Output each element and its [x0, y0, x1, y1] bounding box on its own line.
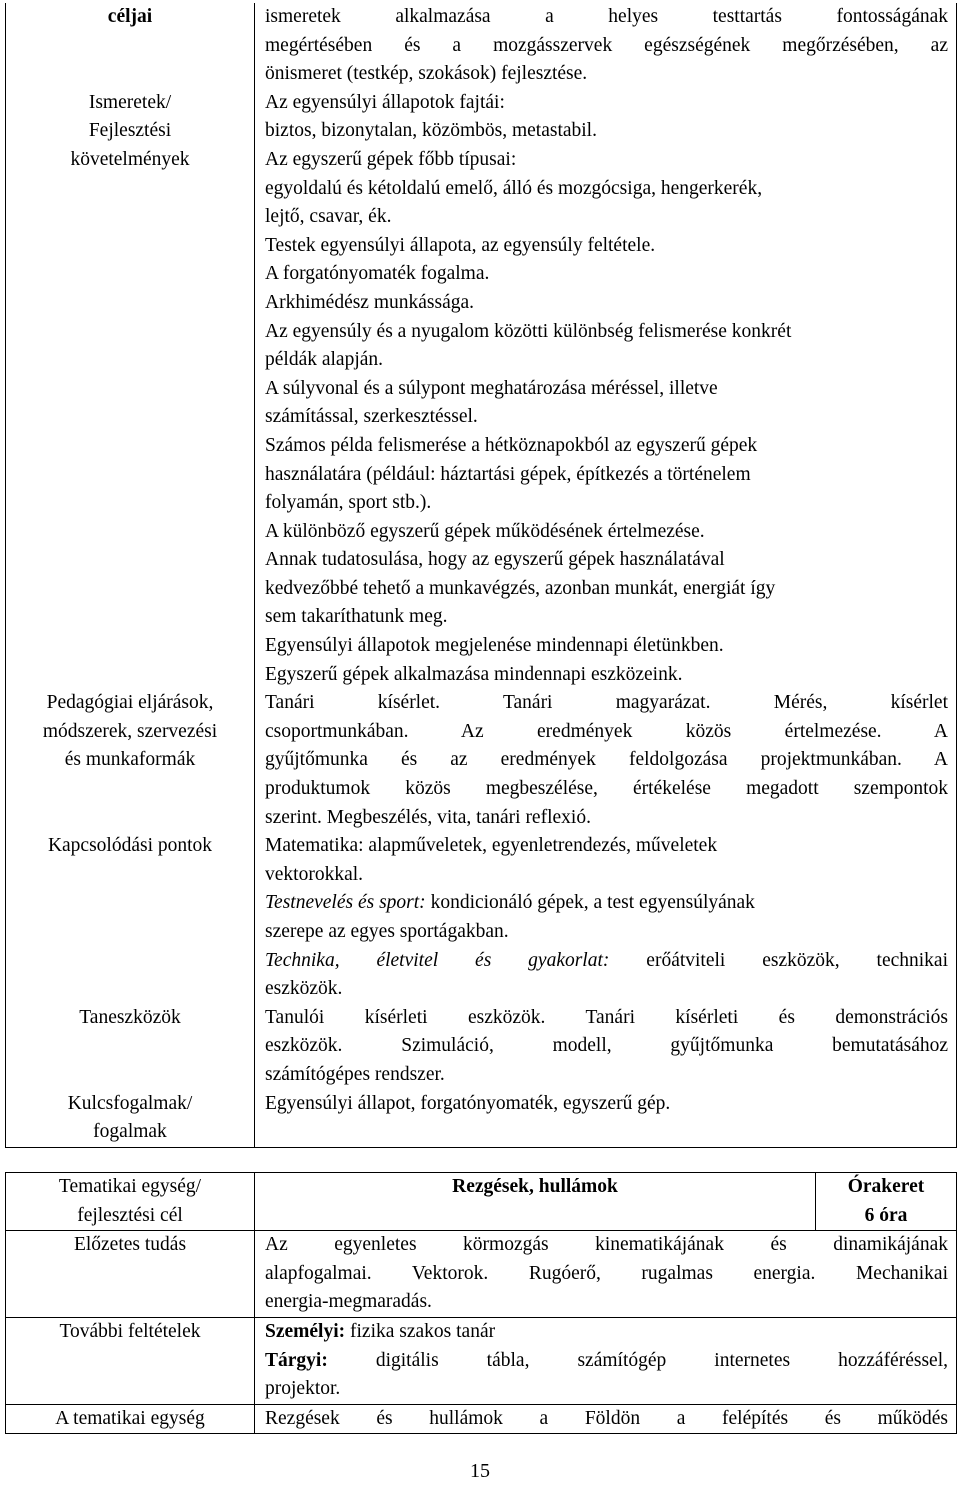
szemelyi-line: Személyi: fizika szakos tanár — [265, 1320, 496, 1342]
targyi-line: Tárgyi: digitális tábla, számítógép internetes hozzáféréssel, — [265, 1349, 948, 1371]
row-kapcsolodasi — [6, 832, 957, 1004]
label-taneszkozok: Taneszközök — [6, 1004, 255, 1090]
row-elozetes-tudas — [6, 1231, 957, 1318]
label-pedagogiai-eljarasok: Pedagógiai eljárások, módszerek, szervezési és munkaformák — [6, 689, 255, 832]
row-taneszkozok — [6, 1004, 957, 1090]
row-ismeretek — [6, 89, 957, 689]
page-number: 15 — [470, 1460, 490, 1482]
content-tovabbi-feltetelek: Személyi: fizika szakos tanár Tárgyi: digitális tábla, számítógép internetes hozzáféréssel, projektor. — [255, 1317, 957, 1404]
technika-line: Technika, életvitel és gyakorlat: erőátviteli eszközök, technikai — [265, 949, 948, 971]
row-tematikai-celok — [6, 1404, 957, 1434]
row-tovabbi-feltetelek — [6, 1317, 957, 1404]
label-kulcsfogalmak: Kulcsfogalmak/ fogalmak — [6, 1090, 255, 1148]
content-celjai: ismeretek alkalmazása a helyes testtartás fontosságának megértésében és a mozgásszervek egészségének megőrzésében, az önismeret (testkép, szokások) fejlesztése. — [255, 3, 957, 89]
content-elozetes-tudas: Az egyenletes körmozgás kinematikájának és dinamikájának alapfogalmai. Vektorok. Rugóerő, rugalmas energia. Mechanikai energia-megmaradás. — [255, 1231, 957, 1318]
content-tematikai-celok: Rezgések és hullámok a Földön a felépítés és működés — [255, 1404, 957, 1434]
curriculum-table-oscillations — [5, 1172, 957, 1434]
label-celjai: céljai — [6, 3, 255, 89]
label-a-tematikai-egyseg: A tematikai egység — [6, 1404, 255, 1434]
label-ismeretek-fejlesztesi-kovetelmenyek: Ismeretek/ Fejlesztési követelmények — [6, 89, 255, 689]
row-kulcsfogalmak — [6, 1090, 957, 1148]
label-tovabbi-feltetelek: További feltételek — [6, 1317, 255, 1404]
content-ismeretek: Az egyensúlyi állapotok fajtái: biztos, bizonytalan, közömbös, metastabil. Az egyszerű gépek főbb típusai: egyoldalú és kétoldalú emelő, álló és mozgócsiga, hengerkerék, lejtő, csavar, ék. Testek egyensúlyi állapota, az egyensúly feltétele. A forgatónyomaték fogalma. Arkhimédész munkássága. Az egyensúly és a nyugalom közötti különbség felismerése konkrét példák alapján. A súlyvonal és a súlypont meghatározása méréssel, illetve számítással, szerkesztéssel. Számos példa felismerése a hétköznapokból az egyszerű gépek használatára (például: háztartási gépek, építkezés a történelem folyamán, sport stb.). A különböző egyszerű gépek működésének értelmezése. Annak tudatosulása, hogy az egyszerű gépek használatával kedvezőbbé tehető a munkavégzés, azonban munkát, energiát így sem takaríthatunk meg. Egyensúlyi állapotok megjelenése mindennapi életünkben. Egyszerű gépek alkalmazása mindennapi eszközeink. — [255, 89, 957, 689]
row-tematikai-egyseg — [6, 1173, 957, 1231]
curriculum-table-equilibrium — [5, 3, 957, 1148]
testneveles-line: Testnevelés és sport: kondicionáló gépek, a test egyensúlyának — [265, 892, 755, 914]
content-taneszkozok: Tanulói kísérleti eszközök. Tanári kísérleti és demonstrációs eszközök. Szimuláció, modell, gyűjtőmunka bemutatásához számítógépes rendszer. — [255, 1004, 957, 1090]
row-pedagogiai — [6, 689, 957, 832]
row-celjai — [6, 3, 957, 89]
label-elozetes-tudas: Előzetes tudás — [6, 1231, 255, 1318]
content-kapcsolodasi: Matematika: alapműveletek, egyenletrendezés, műveletek vektorokkal. Testnevelés és sport: kondicionáló gépek, a test egyensúlyának szerepe az egyes sportágakban. Technika, életvitel és gyakorlat: erőátviteli eszközök, technikai eszközök. — [255, 832, 957, 1004]
label-tematikai-egyseg: Tematikai egység/ fejlesztési cél — [6, 1173, 255, 1231]
content-pedagogiai: Tanári kísérlet. Tanári magyarázat. Mérés, kísérlet csoportmunkában. Az eredmények közös értelmezése. A gyűjtőmunka és az eredmények feldolgozása projektmunkában. A produktumok közös megbeszélése, értékelése megadott szempontok szerint. Megbeszélés, vita, tanári reflexió. — [255, 689, 957, 832]
unit-title: Rezgések, hullámok — [255, 1173, 816, 1231]
hours-cell: Órakeret 6 óra — [816, 1173, 957, 1231]
label-kapcsolodasi-pontok: Kapcsolódási pontok — [6, 832, 255, 1004]
content-kulcsfogalmak: Egyensúlyi állapot, forgatónyomaték, egyszerű gép. — [255, 1090, 957, 1148]
